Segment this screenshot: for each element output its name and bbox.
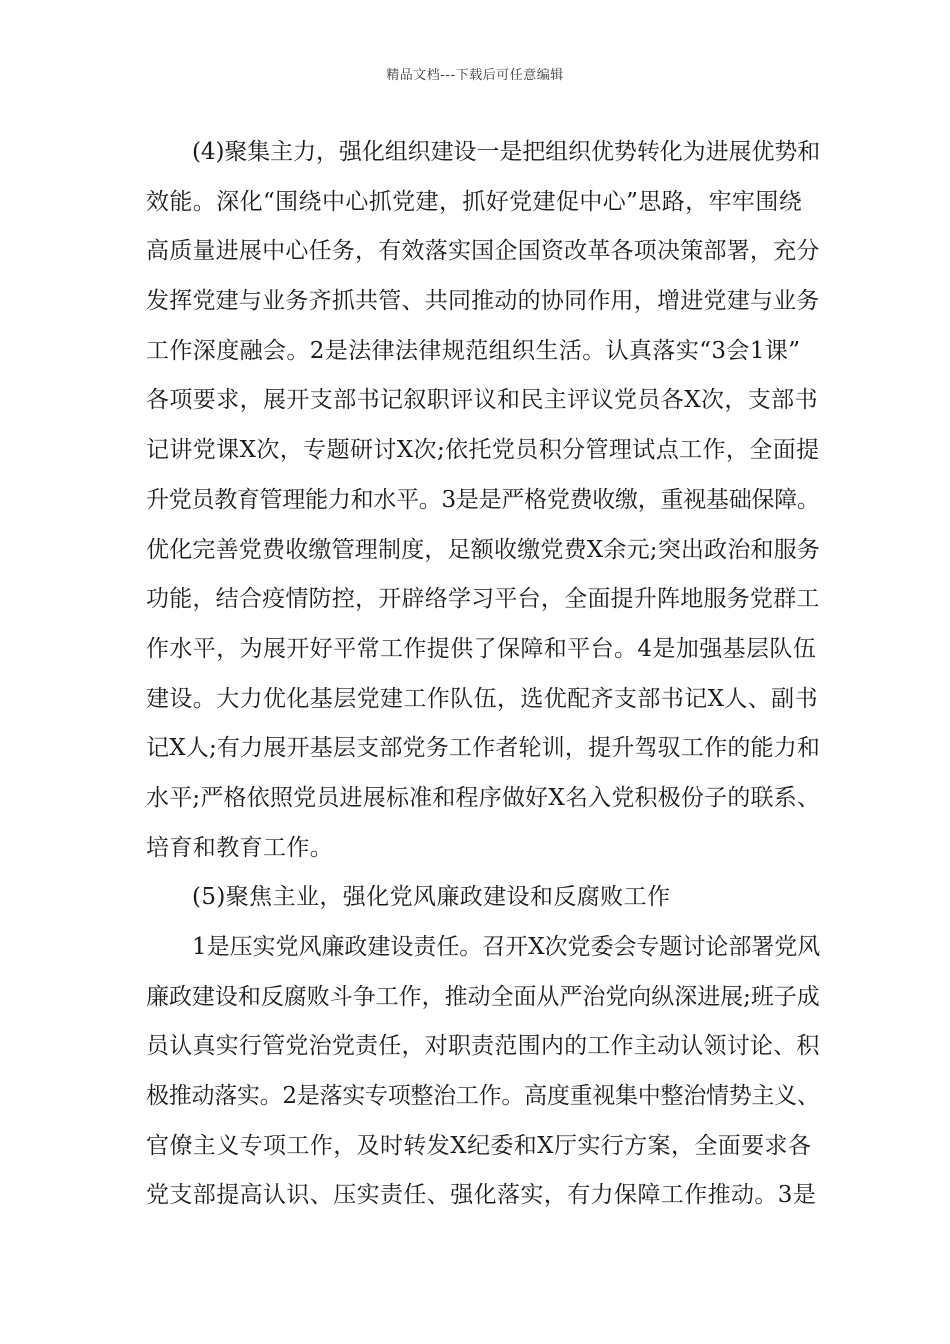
body-text-line: 升党员教育管理能力和水平。3是是严格党费收缴，重视基础保障。: [146, 486, 820, 513]
body-text-line: 各项要求，展开支部书记叙职评议和民主评议党员各X次，支部书: [146, 387, 818, 414]
body-text-line: 建设。大力优化基层党建工作队伍，选优配齐支部书记X人、副书: [146, 685, 818, 712]
body-text-line: (4)聚集主力，强化组织建设一是把组织优势转化为进展优势和: [192, 139, 821, 165]
body-text-line: 官僚主义专项工作，及时转发X纪委和X厅实行方案，全面要求各: [146, 1132, 812, 1159]
body-text-line: (5)聚焦主业，强化党风廉政建设和反腐败工作: [192, 884, 671, 911]
body-text-line: 记X人;有力展开基层支部党务工作者轮训，提升驾驭工作的能力和: [146, 735, 821, 762]
body-text-line: 员认真实行管党治党责任，对职责范围内的工作主动认领讨论、积: [146, 1033, 820, 1060]
body-text-line: 作水平，为展开好平常工作提供了保障和平台。4是加强基层队伍: [146, 635, 817, 662]
body-text-line: 优化完善党费收缴管理制度，足额收缴党费X余元;突出政治和服务: [146, 536, 821, 563]
document-body: [146, 128, 820, 1221]
body-text-line: 极推动落实。2是落实专项整治工作。高度重视集中整治情势主义、: [146, 1083, 820, 1110]
body-text-line: 发挥党建与业务齐抓共管、共同推动的协同作用，增进党建与业务: [146, 288, 820, 315]
body-text-line: 高质量进展中心任务，有效落实国企国资改革各项决策部署，充分: [146, 238, 820, 265]
body-text-line: 水平;严格依照党员进展标准和程序做好X名入党积极份子的联系、: [146, 784, 821, 811]
body-text-line: 功能，结合疫情防控，开辟络学习平台，全面提升阵地服务党群工: [146, 586, 820, 613]
body-text-line: 记讲党课X次，专题研讨X次;依托党员积分管理试点工作，全面提: [146, 437, 820, 464]
body-text-line: 效能。深化“围绕中心抓党建，抓好党建促中心”思路，牢牢围绕: [146, 188, 803, 215]
body-text-line: 工作深度融会。2是法律法律规范组织生活。认真落实“3会1课”: [146, 337, 801, 364]
body-text-line: 1是压实党风廉政建设责任。召开X次党委会专题讨论部署党风: [192, 934, 821, 960]
body-text-line: 培育和教育工作。: [146, 834, 334, 861]
body-text-line: 廉政建设和反腐败斗争工作，推动全面从严治党向纵深进展;班子成: [146, 983, 820, 1010]
page-header: 精品文档---下载后可任意编辑: [386, 68, 564, 83]
body-text-line: 党支部提高认识、压实责任、强化落实，有力保障工作推动。3是: [146, 1182, 817, 1209]
